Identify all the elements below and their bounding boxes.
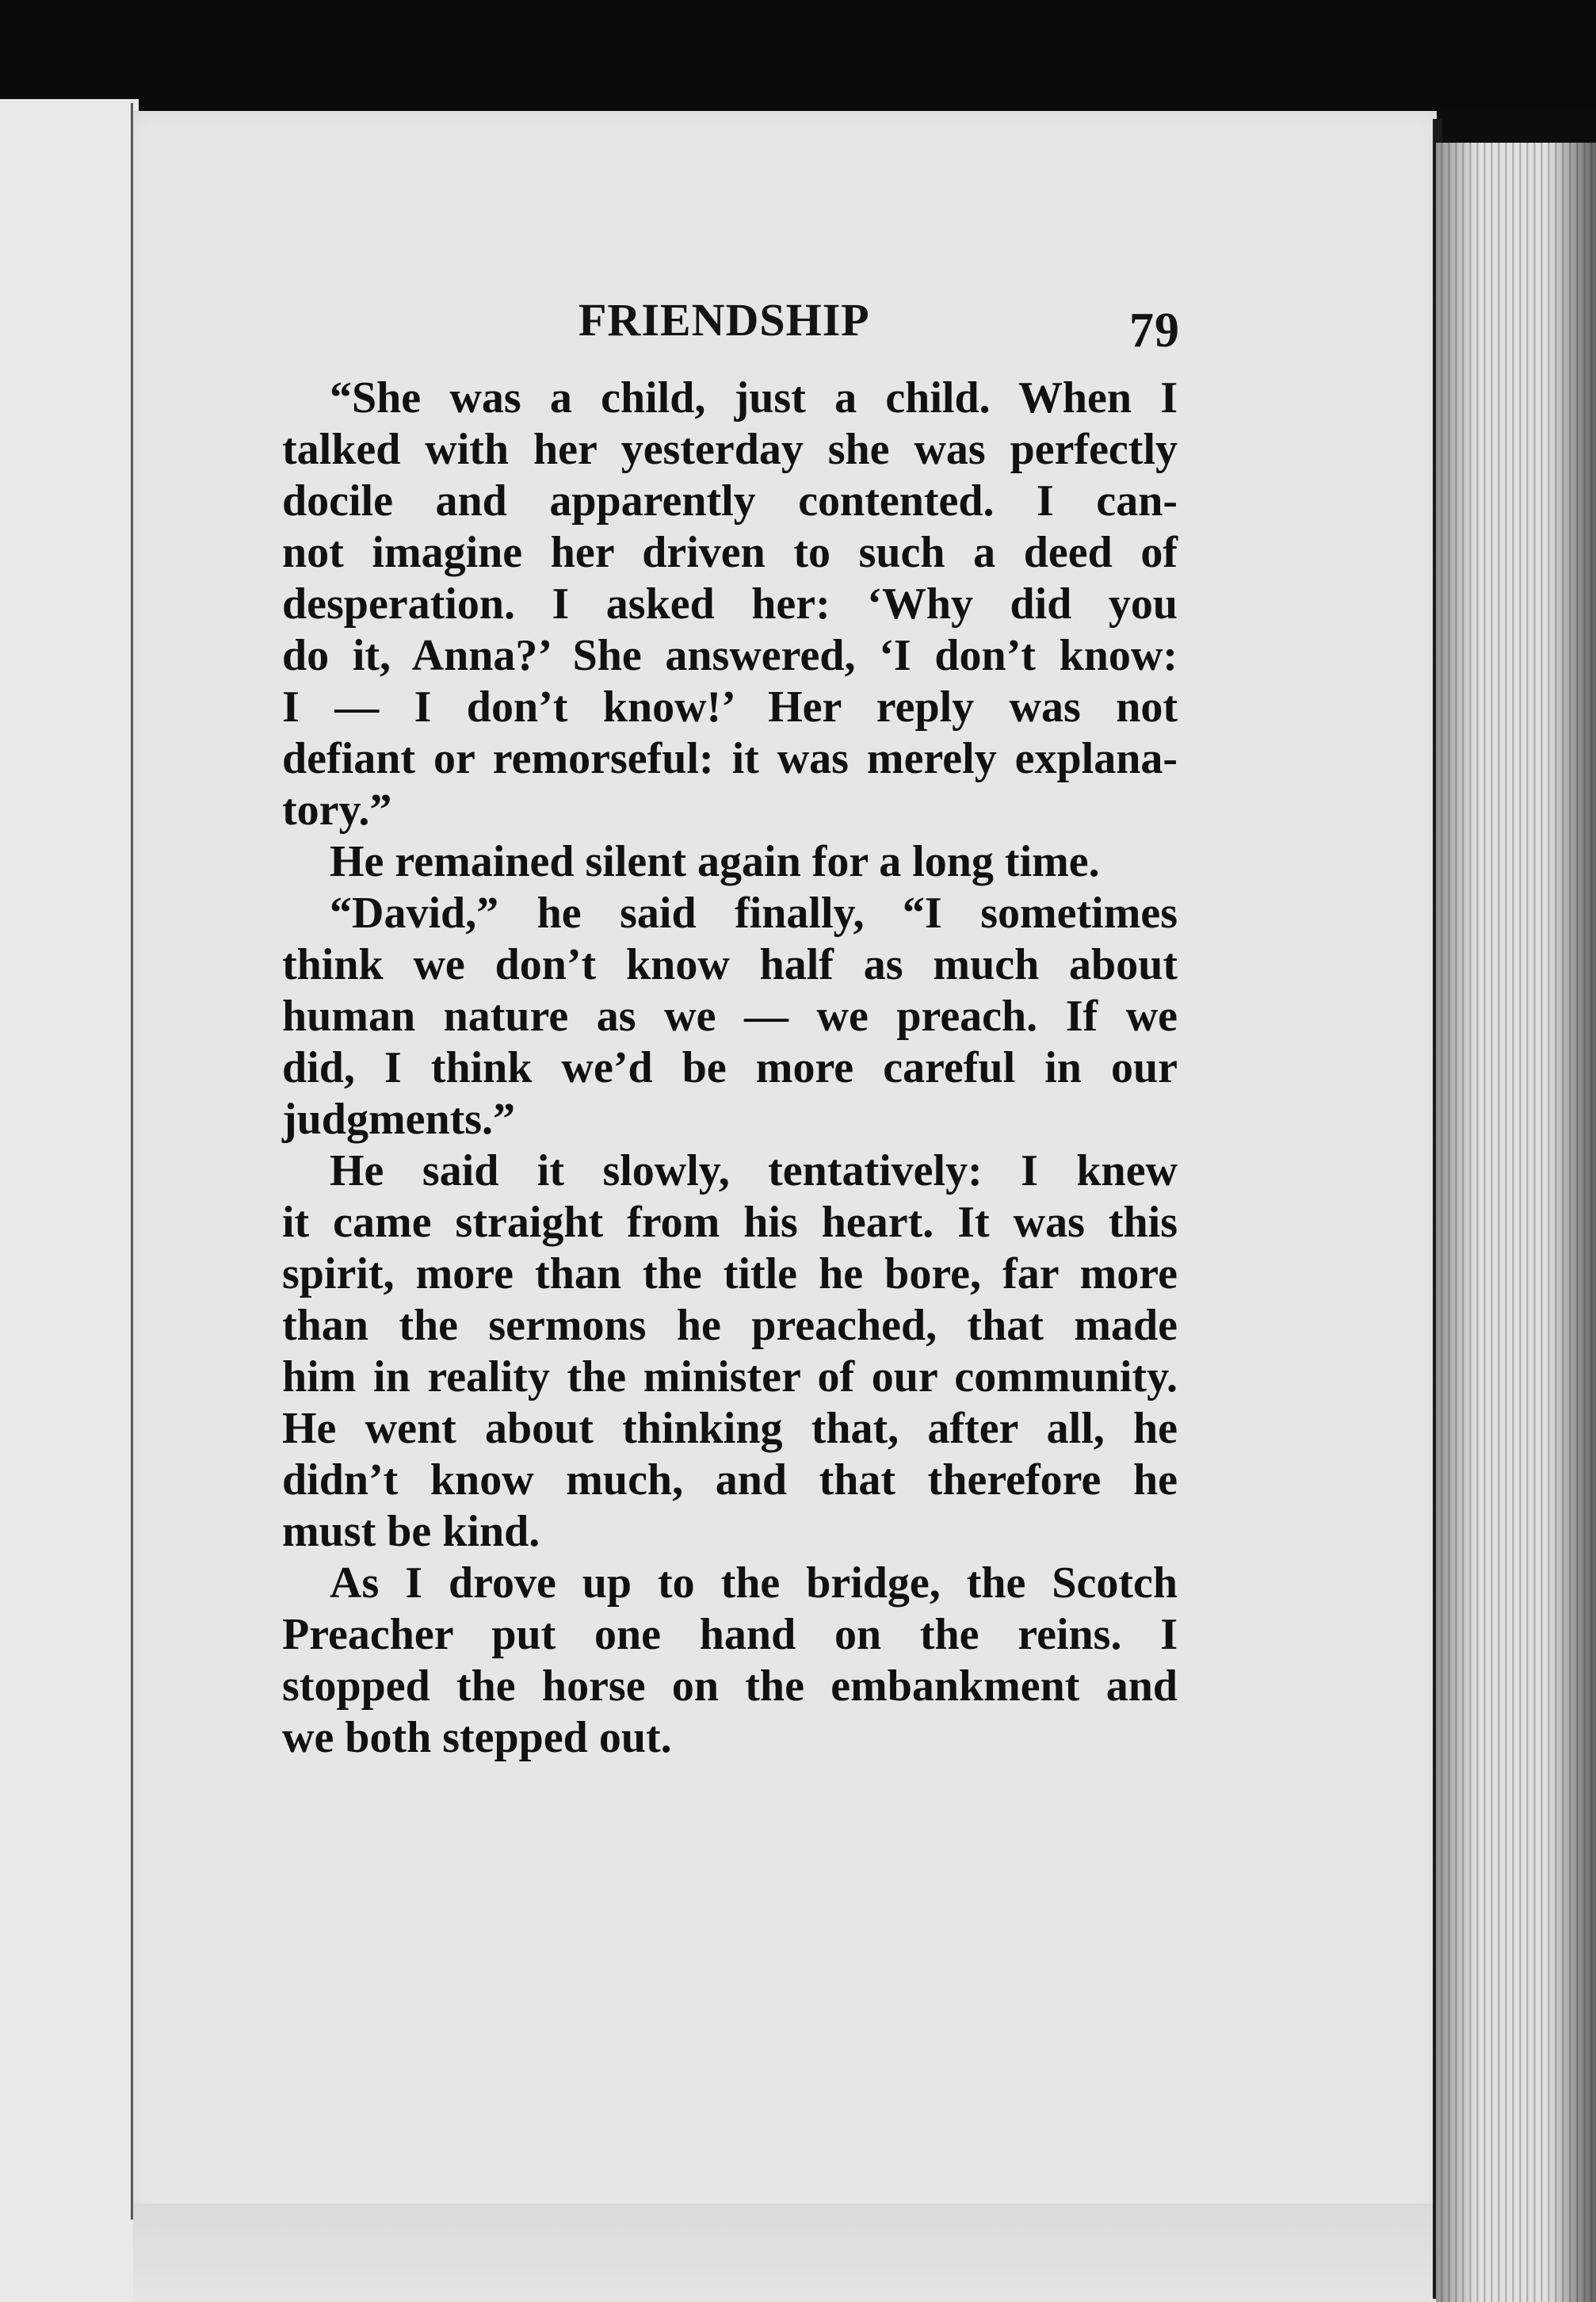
chapter-title: FRIENDSHIP bbox=[578, 294, 870, 346]
text-line: spirit, more than the title he bore, far more bbox=[282, 1249, 1178, 1298]
text-line: it came straight from his heart. It was this bbox=[282, 1198, 1178, 1247]
page-stack-shadow bbox=[1436, 143, 1596, 2302]
text-line: “David,” he said finally, “I sometimes bbox=[330, 889, 1178, 938]
page-bottom-shadow bbox=[133, 2204, 1441, 2302]
scan-top-border bbox=[0, 0, 1596, 111]
body-text bbox=[282, 373, 1178, 1764]
text-line: did, I think we’d be more careful in our bbox=[282, 1043, 1178, 1092]
text-line: “She was a child, just a child. When I bbox=[330, 373, 1178, 423]
text-line: talked with her yesterday she was perfectly bbox=[282, 425, 1178, 474]
text-line: than the sermons he preached, that made bbox=[282, 1301, 1178, 1350]
text-line: desperation. I asked her: ‘Why did you bbox=[282, 579, 1178, 629]
text-line: think we don’t know half as much about bbox=[282, 940, 1178, 989]
page-number: 79 bbox=[1129, 304, 1180, 358]
text-line: stopped the horse on the embankment and bbox=[282, 1661, 1178, 1711]
text-line: I — I don’t know!’ Her reply was not bbox=[282, 683, 1178, 732]
text-line: He said it slowly, tentatively: I knew bbox=[330, 1146, 1178, 1195]
text-line: As I drove up to the bridge, the Scotch bbox=[330, 1558, 1178, 1608]
text-line: Preacher put one hand on the reins. I bbox=[282, 1610, 1178, 1659]
text-line: we both stepped out. bbox=[282, 1713, 672, 1762]
text-line: human nature as we — we preach. If we bbox=[282, 992, 1178, 1041]
previous-page-edge bbox=[0, 99, 139, 2302]
text-line: do it, Anna?’ She answered, ‘I don’t know: bbox=[282, 631, 1178, 680]
text-line: him in reality the minister of our community. bbox=[282, 1352, 1178, 1401]
text-line: not imagine her driven to such a deed of bbox=[282, 528, 1178, 577]
text-line: judgments.” bbox=[282, 1095, 516, 1144]
text-line: defiant or remorseful: it was merely explana- bbox=[282, 734, 1178, 783]
text-line: He went about thinking that, after all, he bbox=[282, 1404, 1178, 1453]
text-line: tory.” bbox=[282, 786, 392, 835]
text-line: must be kind. bbox=[282, 1507, 540, 1556]
text-line: didn’t know much, and that therefore he bbox=[282, 1455, 1178, 1505]
text-line: He remained silent again for a long time. bbox=[330, 837, 1100, 886]
text-line: docile and apparently contented. I can- bbox=[282, 476, 1178, 526]
